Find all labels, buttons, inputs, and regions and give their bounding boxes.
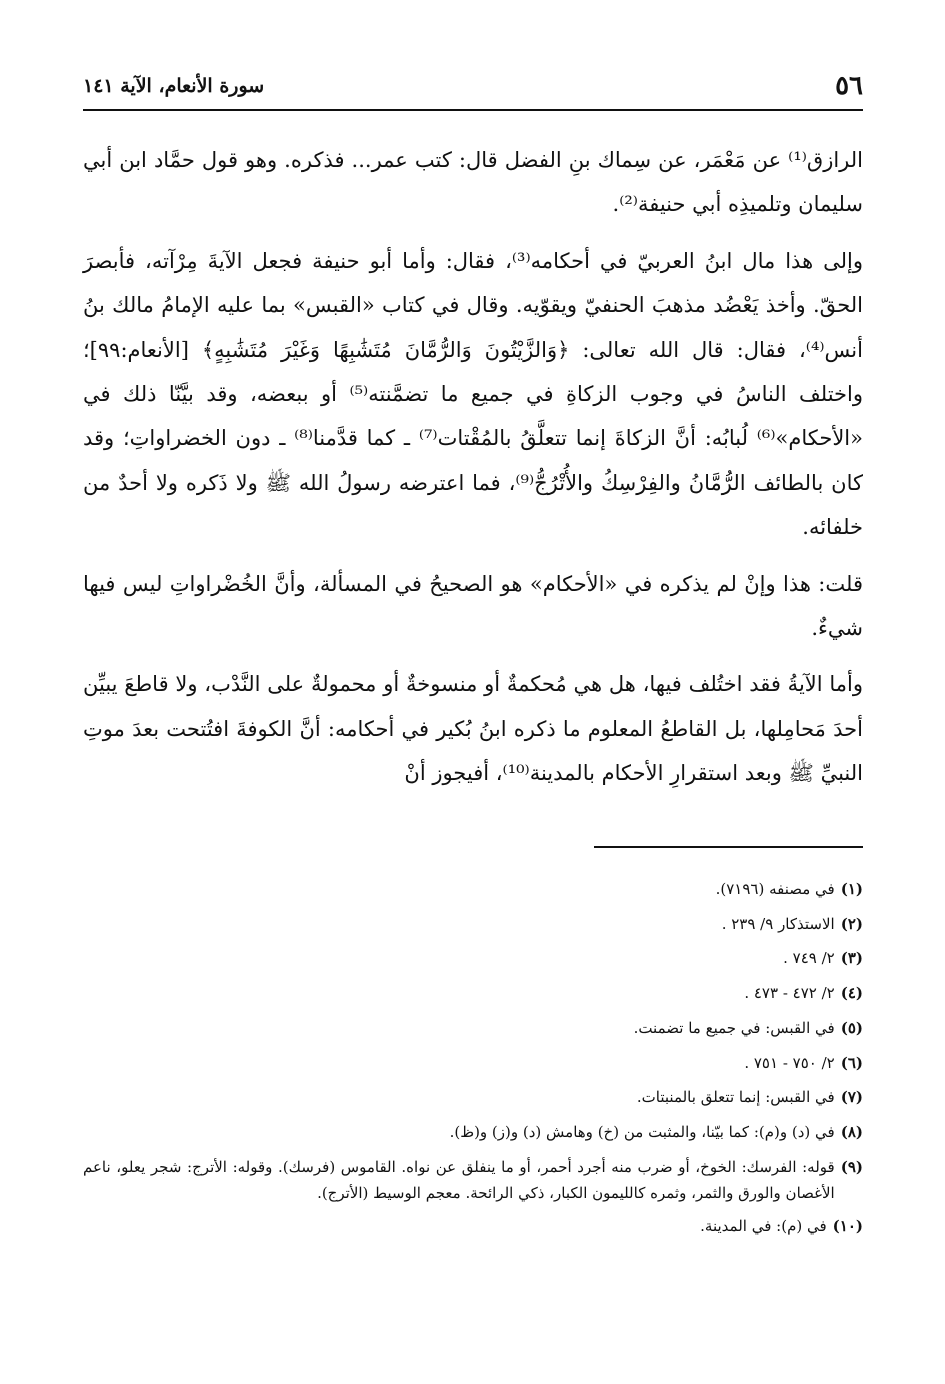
- footnote-text: ٢/ ٧٤٩ .: [783, 949, 835, 968]
- footnote-number: (١٠): [832, 1216, 863, 1235]
- footnote-number: (٤): [840, 984, 863, 1003]
- footnote-text: الاستذكار ٩/ ٢٣٩ .: [721, 914, 835, 933]
- main-text: [83, 138, 863, 808]
- paragraph: وإلى هذا مال ابنُ العربيّ في أحكامه⁽³⁾، فقال: وأما أبو حنيفة فجعل الآيةَ مِرْآته، فأبصرَ الحقّ. وأخذ يَعْضُد مذهبَ الحنفيّ ويقوّيه. وقال في كتاب «القبس» بما عليه الإمامُ مالك بنُ أنس⁽⁴⁾، فقال: قال الله تعالى: ﴿وَالزَّيْتُونَ وَالرُّمَّانَ مُتَشَٰبِهًا وَغَيْرَ مُتَشَٰبِهٍ﴾ [الأنعام:٩٩]؛ واختلف الناسُ في وجوب الزكاةِ في جميع ما تضمَّنته⁽⁵⁾ أو ببعضه، وقد بيَّنّا ذلك في «الأحكام»⁽⁶⁾ لُبابُه: أنَّ الزكاةَ إنما تتعلَّقُ بالمُقْتات⁽⁷⁾ ـ كما قدَّمنا⁽⁸⁾ ـ دون الخضراواتِ؛ وقد كان بالطائف الرُّمَّانُ والفِرْسِكُ والأُتْرُجُّ⁽⁹⁾، فما اعترضه رسولُ الله ﷺ ولا ذَكره ولا أحدٌ من خلفائه.: [83, 248, 864, 540]
- footnotes: [83, 876, 863, 1247]
- footnote: [83, 1050, 863, 1078]
- footnote-text: في (م): في المدينة.: [700, 1216, 827, 1235]
- footnote: [83, 911, 863, 939]
- footnote-number: (٥): [840, 1018, 863, 1037]
- footnote-text: في القبس: إنما تتعلق بالمنبتات.: [636, 1088, 835, 1107]
- paragraph: قلت: هذا وإنْ لم يذكره في «الأحكام» هو الصحيحُ في المسألة، وأنَّ الخُضْراواتِ ليس فيها شيءٌ.: [83, 571, 863, 641]
- footnote-separator: [594, 846, 863, 848]
- footnote-text: قوله: الفرسك: الخوخ، أو ضرب منه أجرد أحمر، أو ما ينفلق عن نواه. القاموس (فرسك). وقوله: الأترج: شجر يعلو، ناعم الأغصان والورق والثمر، وثمره كالليمون الكبار، ذكي الرائحة. معجم الوسيط (الأترج).: [83, 1157, 835, 1202]
- header-rule: [83, 109, 863, 111]
- footnote-number: (٢): [840, 914, 863, 933]
- paragraph: وأما الآيةُ فقد اختُلف فيها، هل هي مُحكمةٌ أو منسوخةٌ أو محمولةٌ على النَّدْب، ولا قاطعَ يبيِّن أحدَ مَحامِلها، بل القاطعُ المعلوم ما ذكره ابنُ بُكير في أحكامه: أنَّ الكوفةَ افتُتحت بعدَ موتِ النبيِّ ﷺ وبعد استقرارِ الأحكام بالمدينة⁽¹⁰⁾، أفيجوز أنْ: [83, 672, 863, 786]
- footnote: [83, 945, 863, 973]
- page-header: [83, 66, 863, 106]
- footnote: [83, 1119, 863, 1147]
- footnote-text: ٢/ ٧٥٠ - ٧٥١ .: [744, 1053, 835, 1072]
- footnote-number: (١): [840, 880, 863, 898]
- footnote-text: ٢/ ٤٧٢ - ٤٧٣ .: [744, 984, 835, 1003]
- footnote-text: في مصنفه (٧١٩٦).: [715, 880, 835, 898]
- footnote-number: (٨): [840, 1122, 863, 1141]
- footnote-number: (٣): [840, 949, 863, 968]
- footnote: [83, 1015, 863, 1043]
- footnote: [83, 1213, 863, 1241]
- footnote: [83, 1154, 863, 1206]
- footnote-number: (٧): [840, 1088, 863, 1107]
- footnote: [83, 876, 863, 904]
- footnote-text: في القبس: في جميع ما تضمنت.: [633, 1018, 835, 1037]
- footnote: [83, 1084, 863, 1112]
- footnote-number: (٦): [840, 1053, 863, 1072]
- running-title: سورة الأنعام، الآية ١٤١: [83, 75, 265, 97]
- footnote-number: (٩): [840, 1157, 863, 1176]
- page-number: ٥٦: [835, 71, 863, 101]
- footnote-text: في (د) و(م): كما بيّنا، والمثبت من (خ) وهامش (د) و(ز) و(ظ).: [449, 1122, 835, 1141]
- footnote: [83, 980, 863, 1008]
- paragraph: الرازق⁽¹⁾ عن مَعْمَر، عن سِماك بنِ الفضل قال: كتب عمر... فذكره. وهو قول حمَّاد ابن أبي سليمان وتلميذِه أبي حنيفة⁽²⁾.: [83, 148, 863, 217]
